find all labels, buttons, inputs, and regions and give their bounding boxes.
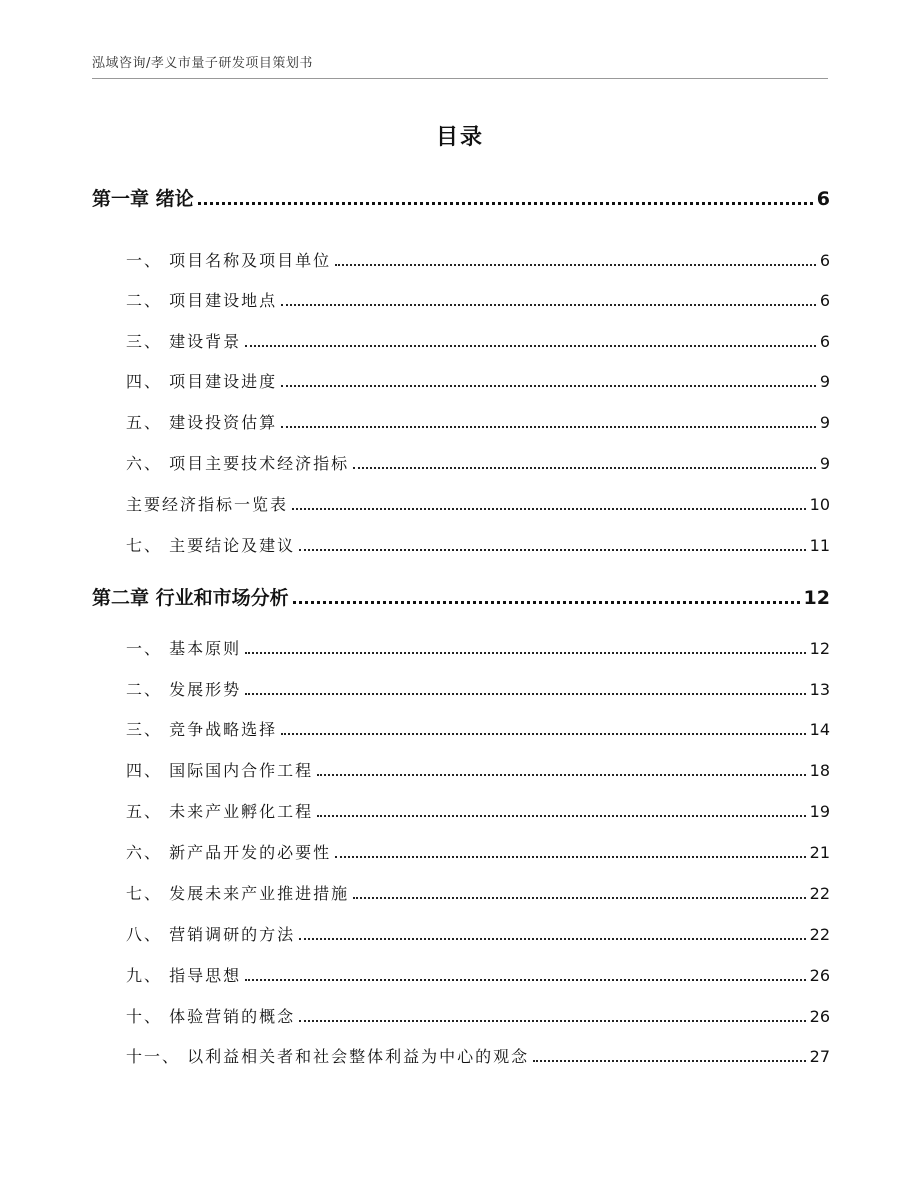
toc-entry-page: 6	[819, 251, 830, 270]
dot-leader	[281, 425, 816, 428]
toc-entry-label: 一、 项目名称及项目单位	[126, 251, 332, 270]
toc-entry-page: 22	[809, 925, 830, 944]
toc-entry-page: 19	[809, 802, 830, 821]
dot-leader	[317, 814, 806, 817]
dot-leader	[335, 263, 816, 266]
dot-leader	[245, 692, 806, 695]
dot-leader	[533, 1059, 806, 1062]
toc-entry-page: 22	[809, 884, 830, 903]
toc-entry-label: 一、 基本原则	[126, 639, 242, 658]
toc-entry[interactable]	[92, 799, 830, 822]
toc-entry-page: 6	[819, 291, 830, 310]
toc-entry-label: 七、 主要结论及建议	[126, 536, 296, 555]
toc-entry-page: 9	[819, 372, 830, 391]
dot-leader	[281, 384, 816, 387]
toc-entry[interactable]	[92, 840, 830, 863]
dot-leader	[245, 344, 816, 347]
page-title: 目录	[435, 125, 484, 150]
toc-entry-label: 二、 发展形势	[126, 680, 242, 699]
toc-entry[interactable]	[92, 329, 830, 352]
toc-entry[interactable]	[92, 677, 830, 700]
dot-leader	[353, 466, 816, 469]
toc-entry[interactable]	[92, 881, 830, 904]
toc-entry-page: 12	[803, 587, 830, 609]
dot-leader	[299, 1019, 806, 1022]
toc-entry[interactable]	[92, 533, 830, 556]
toc-entry-label: 十一、 以利益相关者和社会整体利益为中心的观念	[126, 1047, 530, 1066]
toc-entry[interactable]	[92, 410, 830, 433]
toc-entry-page: 6	[816, 188, 830, 210]
toc-entry[interactable]	[92, 288, 830, 311]
toc-entry-label: 五、 建设投资估算	[126, 413, 278, 432]
toc-entry-page: 11	[809, 536, 830, 555]
dot-leader	[281, 303, 816, 306]
toc-entry[interactable]	[92, 1044, 830, 1067]
dot-leader	[299, 937, 806, 940]
toc-entry-label: 五、 未来产业孵化工程	[126, 802, 314, 821]
dot-leader	[353, 896, 806, 899]
toc-entry-label: 九、 指导思想	[126, 966, 242, 985]
toc-entry-label: 第二章 行业和市场分析	[92, 587, 289, 609]
dot-leader	[317, 773, 806, 776]
toc-entry-label: 六、 新产品开发的必要性	[126, 843, 332, 862]
toc-entry[interactable]	[92, 758, 830, 781]
dot-leader	[281, 732, 806, 735]
toc-entry-page: 26	[809, 966, 830, 985]
toc-entry-label: 七、 发展未来产业推进措施	[126, 884, 350, 903]
toc-entry[interactable]	[92, 1004, 830, 1027]
toc-entry[interactable]	[92, 717, 830, 740]
toc-entry-label: 三、 竞争战略选择	[126, 720, 278, 739]
toc-entry[interactable]	[92, 922, 830, 945]
toc-entry-label: 六、 项目主要技术经济指标	[126, 454, 350, 473]
toc-entry-label: 八、 营销调研的方法	[126, 925, 296, 944]
toc-entry-page: 18	[809, 761, 830, 780]
dot-leader	[245, 978, 806, 981]
toc-entry[interactable]	[92, 492, 830, 515]
toc-entry-page: 13	[809, 680, 830, 699]
toc-entry-label: 四、 项目建设进度	[126, 372, 278, 391]
dot-leader	[245, 651, 806, 654]
dot-leader	[292, 507, 806, 510]
toc-entry-page: 26	[809, 1007, 830, 1026]
toc-entry[interactable]	[92, 451, 830, 474]
dot-leader	[293, 600, 800, 604]
running-header: 泓域咨询/孝义市量子研发项目策划书	[92, 56, 313, 71]
header-rule	[92, 78, 828, 79]
toc-entry-page: 21	[809, 843, 830, 862]
toc-entry-page: 9	[819, 413, 830, 432]
toc-entry-label: 十、 体验营销的概念	[126, 1007, 296, 1026]
toc-entry-chapter-2[interactable]	[92, 583, 830, 610]
toc-entry-label: 主要经济指标一览表	[126, 495, 289, 514]
toc-entry[interactable]	[92, 248, 830, 271]
toc-entry[interactable]	[92, 369, 830, 392]
toc-entry-page: 27	[809, 1047, 830, 1066]
dot-leader	[299, 548, 806, 551]
dot-leader	[335, 855, 806, 858]
toc-entry-label: 二、 项目建设地点	[126, 291, 278, 310]
toc-entry-chapter-1[interactable]	[92, 184, 830, 211]
toc-entry-page: 10	[809, 495, 830, 514]
toc-entry-page: 14	[809, 720, 830, 739]
toc-entry-page: 6	[819, 332, 830, 351]
toc-entry-label: 四、 国际国内合作工程	[126, 761, 314, 780]
dot-leader	[198, 201, 813, 205]
toc-entry[interactable]	[92, 636, 830, 659]
toc-entry-page: 9	[819, 454, 830, 473]
toc-entry[interactable]	[92, 963, 830, 986]
toc-entry-label: 三、 建设背景	[126, 332, 242, 351]
toc-entry-label: 第一章 绪论	[92, 188, 194, 210]
toc-entry-page: 12	[809, 639, 830, 658]
